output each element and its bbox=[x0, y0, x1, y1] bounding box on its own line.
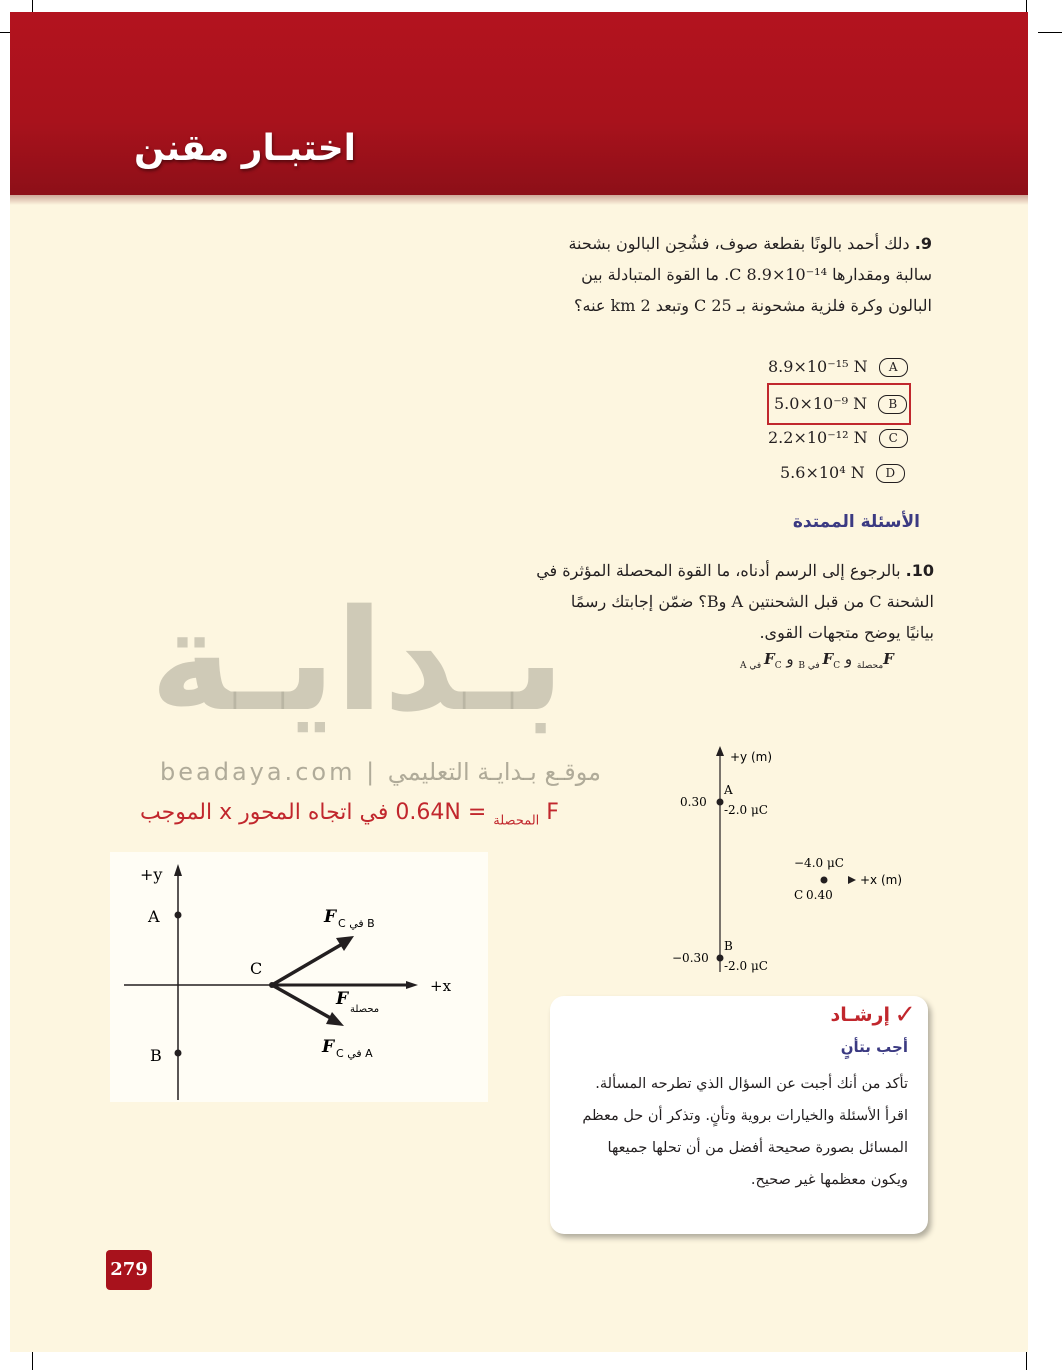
question-number: 9. bbox=[914, 234, 932, 253]
page-title: اختبـار مقنن bbox=[133, 128, 357, 169]
page-number: 279 bbox=[106, 1250, 152, 1290]
question-line: بيانيًا يوضح متجهات القوى. bbox=[759, 623, 934, 642]
question-9 bbox=[520, 228, 932, 321]
charge-c-value: −4.0 μC bbox=[794, 856, 844, 870]
option-d[interactable] bbox=[780, 463, 905, 483]
force-ca-sub: C في A bbox=[740, 661, 782, 671]
point-b bbox=[175, 1050, 182, 1057]
separator: و bbox=[844, 650, 853, 668]
vector-ca-line bbox=[272, 985, 334, 1020]
charge-c-label: C bbox=[794, 888, 804, 902]
check-icon: ✓ bbox=[894, 1000, 916, 1030]
vector-cb-line bbox=[272, 943, 344, 985]
vector-ca-arrowhead bbox=[326, 1012, 344, 1026]
x-axis-label: +x (m) bbox=[860, 873, 903, 887]
force-cb-symbol: F bbox=[822, 650, 834, 668]
force-list bbox=[740, 650, 894, 671]
answer-subscript: المحصلة bbox=[493, 813, 540, 829]
option-letter: C bbox=[879, 429, 908, 448]
charge-a-position: 0.30 bbox=[680, 795, 707, 809]
hint-box bbox=[550, 996, 928, 1234]
charge-diagram bbox=[660, 740, 920, 980]
force-ca-symbol: F bbox=[764, 650, 775, 668]
charge-b-dot bbox=[717, 955, 724, 962]
option-letter: A bbox=[879, 358, 908, 377]
charge-b-position: −0.30 bbox=[672, 951, 709, 965]
charge-b-value: -2.0 μC bbox=[724, 959, 768, 973]
vector-net-symbol: F bbox=[336, 989, 349, 1009]
hint-subtitle: أجب بتأنٍ bbox=[840, 1038, 908, 1056]
vector-cb-symbol: F bbox=[324, 907, 337, 927]
hint-title: إرشـاد bbox=[830, 1004, 890, 1026]
hint-body: تأكد من أنك أجبت عن السؤال الذي تطرحه المسألة. اقرأ الأسئلة والخيارات بروية وتأنٍ. وتذكر أن حل معظم المسائل بصورة صحيحة أفضل من أن تحلها جميعها ويكون معظمها غير صحيح. bbox=[582, 1076, 908, 1188]
banner-shadow bbox=[10, 195, 1028, 205]
charge-b-label: B bbox=[724, 939, 733, 953]
option-text: 5.0×10⁻⁹ N bbox=[774, 394, 868, 413]
question-line: الشحنة C من قبل الشحنتين A وB؟ ضمّن إجابتك رسمًا bbox=[570, 592, 934, 611]
question-line: بالرجوع إلى الرسم أدناه، ما القوة المحصلة المؤثرة في bbox=[536, 561, 901, 580]
force-net-symbol: F bbox=[883, 650, 894, 668]
answer-prefix: F bbox=[546, 800, 559, 825]
question-line: البالون وكرة فلزية مشحونة بـ C 25 وتبعد km 2 عنه؟ bbox=[574, 296, 932, 315]
charge-c-dot bbox=[821, 877, 828, 884]
question-line: دلك أحمد بالونًا بقطعة صوف، فشُحِن البالون بشحنة bbox=[568, 234, 910, 253]
option-text: 2.2×10⁻¹² N bbox=[768, 428, 868, 447]
question-number: 10. bbox=[905, 561, 934, 580]
vector-ca-symbol: F bbox=[322, 1037, 335, 1057]
crop-mark bbox=[1038, 32, 1062, 33]
separator: و bbox=[786, 650, 794, 668]
vector-net-sub: محصلة bbox=[350, 1004, 380, 1015]
charge-a-value: -2.0 μC bbox=[724, 803, 768, 817]
y-axis-arrow bbox=[174, 864, 182, 876]
option-a[interactable] bbox=[768, 357, 908, 377]
question-10 bbox=[520, 555, 934, 648]
vector-cb-arrowhead bbox=[336, 936, 354, 951]
crop-mark bbox=[32, 1350, 33, 1370]
option-c[interactable] bbox=[768, 428, 908, 448]
x-axis-label: +x bbox=[430, 977, 452, 995]
y-axis-label: +y (m) bbox=[730, 750, 773, 764]
option-letter: B bbox=[878, 395, 907, 414]
force-net-sub: محصلة bbox=[856, 661, 884, 671]
crop-mark bbox=[1026, 1350, 1027, 1370]
vector-cb-sub: C في B bbox=[338, 917, 375, 930]
point-c-label: C bbox=[250, 959, 263, 978]
correct-answer-highlight bbox=[767, 383, 911, 425]
section-title: الأسئلة الممتدة bbox=[792, 512, 920, 532]
watermark-tagline: beadaya.com | موقـع بـدايـة التعليمي bbox=[160, 758, 602, 786]
x-axis-arrow bbox=[848, 876, 856, 884]
option-text: 8.9×10⁻¹⁵ N bbox=[768, 357, 868, 376]
force-cb-sub: C في B bbox=[798, 661, 841, 671]
answer-suffix: في اتجاه المحور x الموجب bbox=[140, 800, 389, 825]
option-text: 5.6×10⁴ N bbox=[780, 463, 865, 482]
vector-diagram bbox=[110, 852, 488, 1102]
answer-value: = 0.64N bbox=[395, 800, 487, 825]
y-axis-label: +y bbox=[140, 865, 163, 884]
point-a bbox=[175, 912, 182, 919]
point-b-label: B bbox=[150, 1046, 162, 1065]
vector-ca-sub: C في A bbox=[336, 1047, 373, 1060]
charge-a-dot bbox=[717, 799, 724, 806]
charge-a-label: A bbox=[724, 783, 733, 797]
option-letter: D bbox=[876, 464, 905, 483]
point-a-label: A bbox=[148, 907, 160, 926]
question-line: سالبة ومقدارها C 8.9×10⁻¹⁴. ما القوة المتبادلة بين bbox=[581, 265, 932, 284]
watermark-logo: بـدايـة bbox=[150, 580, 565, 743]
answer-text bbox=[140, 800, 600, 828]
y-axis-arrow bbox=[716, 746, 724, 756]
charge-c-position: 0.40 bbox=[806, 888, 833, 902]
